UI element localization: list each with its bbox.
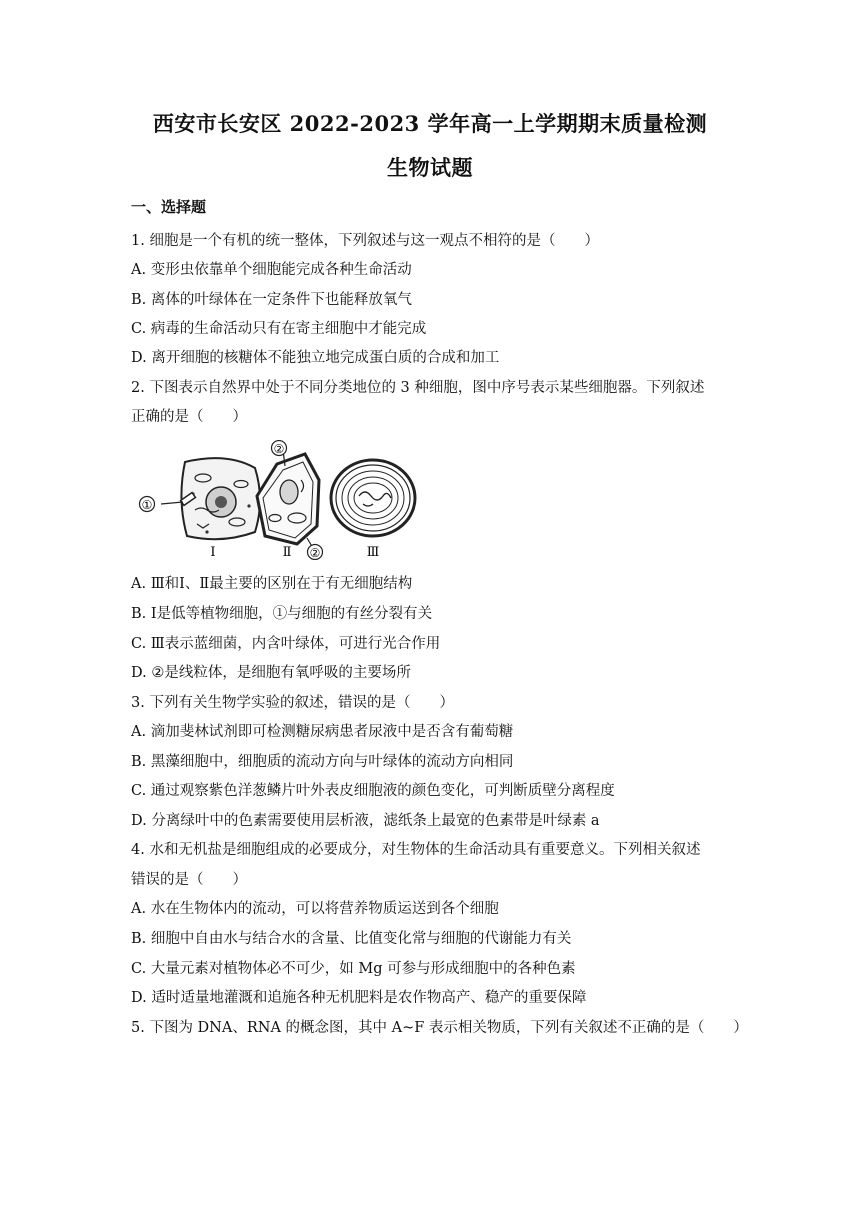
question-2-stem: 2. 下图表示自然界中处于不同分类地位的 3 种细胞，图中序号表示某些细胞器。下列叙述 [131,380,705,396]
cell-three-drawing [331,460,415,536]
cell-two-drawing [257,450,319,548]
marker-two-bottom-label: ② [309,546,321,560]
question-3-option-d: D. 分离绿叶中的色素需要使用层析液，滤纸条上最宽的色素带是叶绿素 a [131,813,600,829]
cell-diagram-figure [137,440,437,560]
question-2-option-d: D. ②是线粒体，是细胞有氧呼吸的主要场所 [131,665,411,681]
question-4-option-c: C. 大量元素对植物体必不可少，如 Mg 可参与形成细胞中的各种色素 [131,961,576,977]
question-1-option-a: A. 变形虫依靠单个细胞能完成各种生命活动 [131,262,412,278]
cell-one-drawing [161,458,260,539]
page-title: 西安市长安区 2022-2023 学年高一上学期期末质量检测 [152,111,708,136]
cell-one-label: Ⅰ [210,545,216,560]
question-4-option-a: A. 水在生物体内的流动，可以将营养物质运送到各个细胞 [131,901,499,917]
section-heading: 一、选择题 [131,198,207,216]
question-3-stem: 3. 下列有关生物学实验的叙述，错误的是（ ） [131,695,454,711]
question-4-stem-cont: 错误的是（ ） [131,872,247,888]
question-1-stem: 1. 细胞是一个有机的统一整体，下列叙述与这一观点不相符的是（ ） [131,233,599,249]
page-subtitle: 生物试题 [387,155,473,180]
question-1-option-b: B. 离体的叶绿体在一定条件下也能释放氧气 [131,292,412,308]
question-4-option-d: D. 适时适量地灌溉和追施各种无机肥料是农作物高产、稳产的重要保障 [131,990,587,1006]
cell-three-label: Ⅲ [366,545,380,560]
question-1-option-d: D. 离开细胞的核糖体不能独立地完成蛋白质的合成和加工 [131,350,500,366]
question-5-stem: 5. 下图为 DNA、RNA 的概念图，其中 A~F 表示相关物质，下列有关叙述不正确的是（ ） [131,1020,748,1036]
question-3-option-b: B. 黑藻细胞中，细胞质的流动方向与叶绿体的流动方向相同 [131,754,514,770]
question-2-option-a: A. Ⅲ和Ⅰ、Ⅱ最主要的区别在于有无细胞结构 [131,576,413,592]
question-1-option-c: C. 病毒的生命活动只有在寄主细胞中才能完成 [131,321,427,337]
marker-two-top-label: ② [273,442,285,456]
question-3-option-a: A. 滴加斐林试剂即可检测糖尿病患者尿液中是否含有葡萄糖 [131,724,514,740]
marker-one-label: ① [141,498,153,512]
question-2-stem-cont: 正确的是（ ） [131,409,247,425]
question-2-option-b: B. Ⅰ是低等植物细胞，①与细胞的有丝分裂有关 [131,606,433,622]
question-4-stem: 4. 水和无机盐是细胞组成的必要成分，对生物体的生命活动具有重要意义。下列相关叙述 [131,842,701,858]
cell-two-label: Ⅱ [282,545,292,560]
question-4-option-b: B. 细胞中自由水与结合水的含量、比值变化常与细胞的代谢能力有关 [131,931,572,947]
question-2-option-c: C. Ⅲ表示蓝细菌，内含叶绿体，可进行光合作用 [131,636,441,652]
question-3-option-c: C. 通过观察紫色洋葱鳞片叶外表皮细胞液的颜色变化，可判断质壁分离程度 [131,783,615,799]
